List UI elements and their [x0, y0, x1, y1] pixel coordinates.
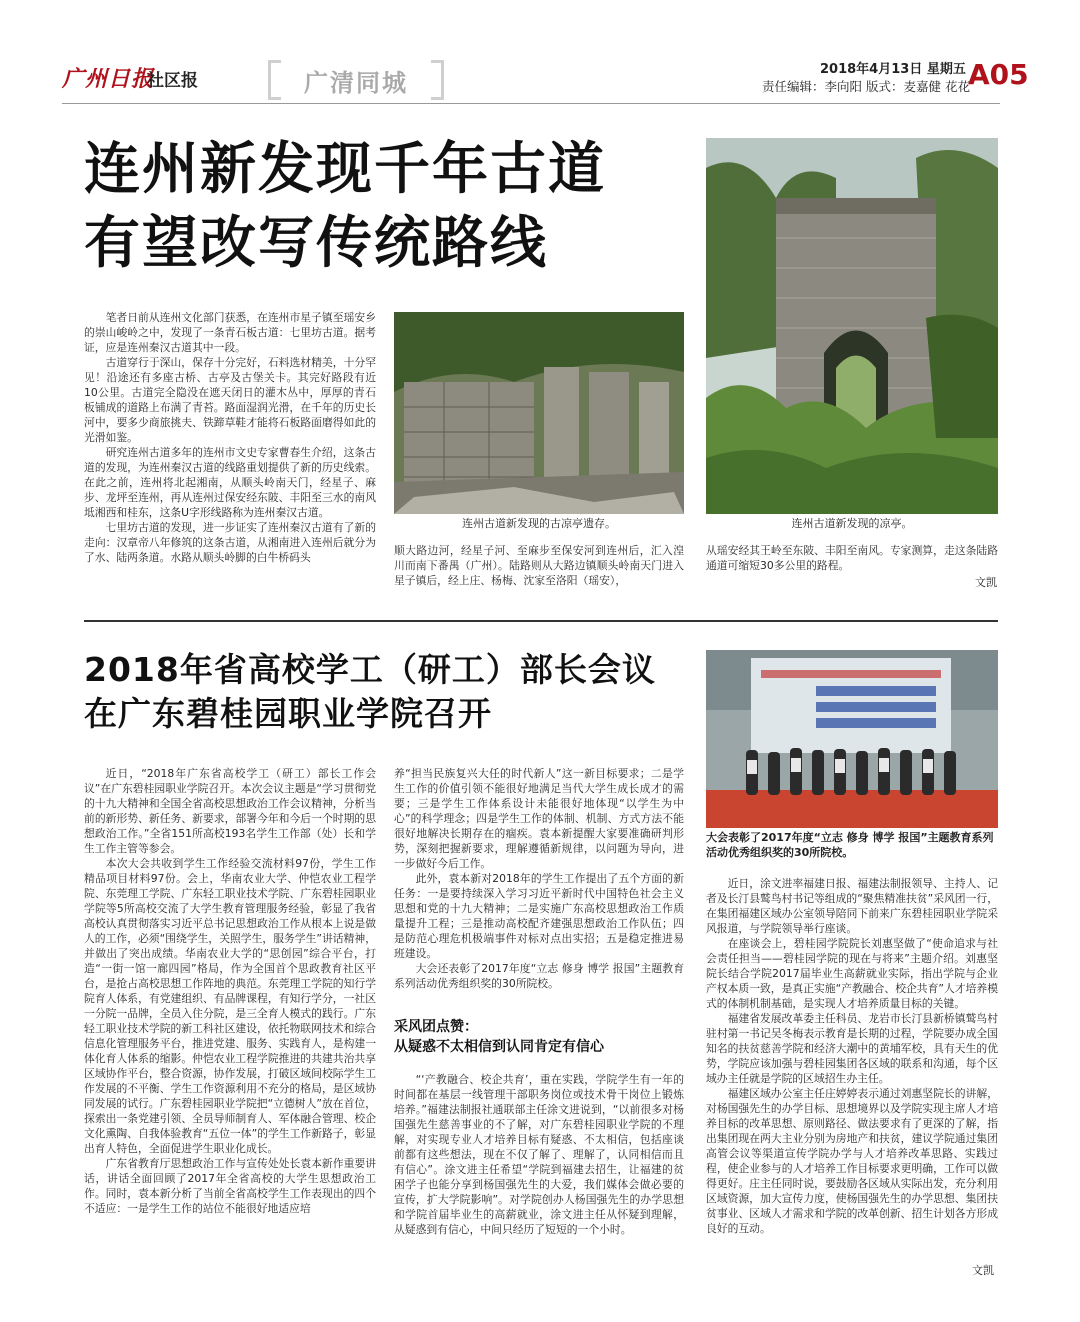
- story2-paragraph: 在座谈会上，碧桂园学院院长刘惠坚做了“使命追求与社会责任担当——碧桂园学院的现在与将来”主题介绍。刘惠坚院长结合学院2017届毕业生高薪就业实际，指出学院与企业产权本质一致，是真正实施“产教融合、校企共育”人才培养模式的体制机制基础，是实现人才培养质量目标的关键。: [706, 937, 998, 1010]
- story1-paragraph: 笔者日前从连州文化部门获悉，在连州市星子镇至瑶安乡的崇山峻岭之中，发现了一条青石板古道：七里坊古道。据考证，应是连州秦汉古道其中一段。: [84, 311, 376, 354]
- ruins-photo: [394, 312, 684, 514]
- pavilion-caption: 连州古道新发现的凉亭。: [791, 517, 913, 530]
- story1-paragraph: 研究连州古道多年的连州市文史专家曹春生介绍，这条古道的发现，为连州秦汉古道的线路重划提供了新的历史线索。在此之前，连州将北起湘南，从顺头岭南天门，经星子、麻步、龙坪至连州，再从连州过保安经东陂、丰阳至三水的南风坻湘西和桂东，这条U字形线路称为连州秦汉古道。: [84, 446, 376, 519]
- story1-paragraph: 从瑶安经其王岭至东陂、丰阳至南风。专家测算，走这条陆路通道可缩短30多公里的路程。: [706, 544, 998, 572]
- ceremony-caption: 大会表彰了2017年度“立志 修身 博学 报国”主题教育系列活动优秀组织奖的30所院校。: [706, 831, 994, 859]
- story1-paragraph: 顺大路边河，经星子河、至麻步至保安河到连州后，汇入湟川而南下番禺（广州）。陆路则从大路边镇顺头岭南天门进入星子镇后，经上庄、杨梅、沈家至洛阳（瑶安），: [394, 544, 684, 587]
- story2-column-2a: [394, 766, 684, 1006]
- story2-byline: 文凯: [972, 1264, 994, 1277]
- issue-date: 2018年4月13日 星期五: [820, 62, 966, 77]
- page-number: A05: [968, 58, 1029, 91]
- story1-column-2: [394, 543, 684, 589]
- section-label-box: [268, 60, 444, 96]
- story2-paragraph: 本次大会共收到学生工作经验交流材料97份，学生工作精品项目材料97份。会上，华南农业大学、仲恺农业工程学院、东莞理工学院、广东轻工职业技术学院、广东碧桂园职业学院等5所高校交流了大学生教育管理服务经验，彰显了我省高校认真贯彻落实习近平总书记思想政治工作从根本上说是做人的工作，必须“围绕学生，关照学生，服务学生”讲话精神，并做出了突出成绩。华南农业大学的“思创园”综合平台，打造“一街一馆一廊四园”格局，作为全国首个思政教育社区平台，是抢占高校思想工作阵地的典范。东莞理工学院的知行学院育人体系，有党建组织、有品牌课程，有知行学分，一社区一分院一品牌，全员入住分院，是三全育人模式的践行。广东轻工职业技术学院的新工科社区建设，依托物联网技术和综合信息化管理服务平台，推进党建、服务、实践育人，是构建一体化育人体系的缩影。仲恺农业工程学院推进的共建共治共享区域协作平台，整合资源，协作发展，打破区域间校际学生工作发展的不平衡、学生工作资源利用不充分的格局，是区域协同发展的试行。广东碧桂园职业学院把“立德树人”放在首位，探索出一条党建引领、全员导师制育人、军体融合管理、校企文化熏陶、自我体验教育“五位一体”的学生工作新路子，彰显出育人特色，全面促进学生职业化成长。: [84, 857, 376, 1155]
- story1-paragraph: 七里坊古道的发现，进一步证实了连州秦汉古道有了新的走向：汉章帝八年修筑的这条古道，从湘南进入连州后就分为了水、陆两条道。水路从顺头岭脚的白牛桥码头: [84, 521, 376, 564]
- story1-paragraph: 古道穿行于深山，保存十分完好，石料选材精美，十分罕见！沿途还有多座古桥、古亭及古堡关卡。其完好路段有近10公里。古道完全隐没在遮天闭日的灌木丛中，厚厚的青石板铺成的道路上布满了青苔。路面湿润光滑，在千年的历史长河中，要多少商旅挑夫、铁蹄草鞋才能将石板路面磨得如此的光滑如鉴。: [84, 356, 376, 444]
- story2-paragraph: “‘产教融合、校企共育’，重在实践，学院学生有一年的时间都在基层一线管理干部职务岗位或技术骨干岗位上锻炼培养。”福建法制报社通联部主任涂文进说到，“以前很多对杨国强先生慈善事业的不了解，对广东碧桂园职业学院的不理解，对实现专业人才培养目标有疑惑、不太相信，包括座谈前都有这些想法，现在不仅了解了、理解了，认同相信而且有信心”。涂文进主任希望“学院到福建去招生，让福建的贫困学子也能分享到杨国强先生的大爱，我们媒体会做必要的宣传，扩大学院影响”。对学院创办人杨国强先生的办学思想和学院首届毕业生的高薪就业，涂文进主任从怀疑到理解，从疑惑到有信心，中间只经历了短短的一个小时。: [394, 1073, 684, 1236]
- header-rule: [62, 103, 1000, 104]
- story2-column-2b: [394, 1072, 684, 1268]
- story2-subhead-label: 采风团点赞：: [394, 1019, 478, 1035]
- story1-column-1: [84, 310, 376, 588]
- story2-paragraph: 广东省教育厅思想政治工作与宣传处处长袁本新作重要讲话，讲话全面回顾了2017年全省高校的大学生思想政治工作。同时，袁本新分析了当前全省高校学生工作表现出的四个不适应：一是学生工作的站位不能很好地适应培: [84, 1157, 376, 1215]
- newspaper-logo: 广州日报: [62, 66, 155, 92]
- story1-headline-line2: 有望改写传统路线: [84, 211, 548, 276]
- section-title: 广清同城: [304, 69, 408, 97]
- story2-paragraph: 养“担当民族复兴大任的时代新人”这一新目标要求；二是学生工作的价值引领不能很好地满足当代大学生成长成才的需要；三是学生工作体系设计未能很好地体现“以学生为中心”的科学理念；四是学生工作的体制、机制、方式方法不能很好地解决长期存在的痼疾。袁本新提醒大家要准确研判形势，深刻把握新要求，理解遵循新规律，以问题为导向，进一步做好今后工作。: [394, 767, 684, 870]
- story2-paragraph: 福建省发展改革委主任科员、龙岩市长汀县新桥镇鹫鸟村驻村第一书记吴冬梅表示教育是长期的过程，学院要办成全国知名的扶贫慈善学院和经济大潮中的黄埔军校，具有天生的优势，学院应该加强与碧桂园集团各区域的联系和沟通，每个区域办主任就是学院的区域招生办主任。: [706, 1012, 998, 1085]
- pavilion-photo: [706, 138, 998, 514]
- story-divider: [84, 620, 998, 622]
- story2-paragraph: 近日，涂文进率福建日报、福建法制报领导、主持人、记者及长汀县鹫鸟村书记等组成的“聚焦精准扶贫”采风团一行，在集团福建区域办公室领导陪同下前来广东碧桂园职业学院采风报道，与学院领导举行座谈。: [706, 877, 998, 935]
- story2-paragraph: 福建区域办公室主任庄婷婷表示通过刘惠坚院长的讲解，对杨国强先生的办学目标、思想境界以及学院实现主席人才培养目标的改革思想、原则路径、做法要求有了更深的了解，指出集团现在两大主业分别为房地产和扶贫，建议学院通过集团高管会议等渠道宣传学院办学与人才培养改革思路、实践过程，使企业参与的人才培养工作目标要求更明确，工作可以做得更好。庄主任同时说，要鼓励各区域从实际出发，充分利用区域资源，加大宣传力度，使杨国强先生的办学思想、集团扶贫事业、区域人才需求和学院的改革创新、招生计划各方形成良好的互动。: [706, 1087, 998, 1235]
- story2-column-3: [706, 876, 998, 1268]
- story2-headline-line2: 在广东碧桂园职业学院召开: [84, 694, 492, 733]
- story1-column-3: [706, 543, 998, 573]
- story1-headline-line1: 连州新发现千年古道: [84, 137, 606, 202]
- story2-headline-line1: 2018年省高校学工（研工）部长会议: [84, 650, 656, 689]
- edition-name: 社区报: [147, 71, 198, 91]
- ceremony-photo: [706, 650, 998, 828]
- editor-credits: 责任编辑：李向阳 版式：麦嘉健 花花: [762, 79, 970, 94]
- story2-paragraph: 此外，袁本新对2018年的学生工作提出了五个方面的新任务：一是要持续深入学习习近平新时代中国特色社会主义思想和党的十九大精神；二是实施广东高校思想政治工作质量提升工程；三是推动高校配齐建强思想政治工作队伍；四是防范心理危机极端事件对标对点出实招；五是稳定推进易班建设。: [394, 872, 684, 960]
- story2-subhead: 从疑惑不太相信到认同肯定有信心: [394, 1039, 604, 1055]
- story2-paragraph: 大会还表彰了2017年度“立志 修身 博学 报国”主题教育系列活动优秀组织奖的30所院校。: [394, 962, 684, 990]
- ruins-caption: 连州古道新发现的古凉亭遗存。: [462, 517, 616, 530]
- story2-paragraph: 近日，“2018年广东省高校学工（研工）部长工作会议”在广东碧桂园职业学院召开。本次会议主题是“学习贯彻党的十九大精神和全国全省高校思想政治工作会议精神，分析当前的新形势、新任务、新要求，部署今年和今后一个时期的思想政治工作。”全省151所高校193名学生工作部（处）长和学生工作主管等参会。: [84, 767, 376, 855]
- story2-column-1: [84, 766, 376, 1266]
- story1-byline: 文凯: [975, 576, 997, 589]
